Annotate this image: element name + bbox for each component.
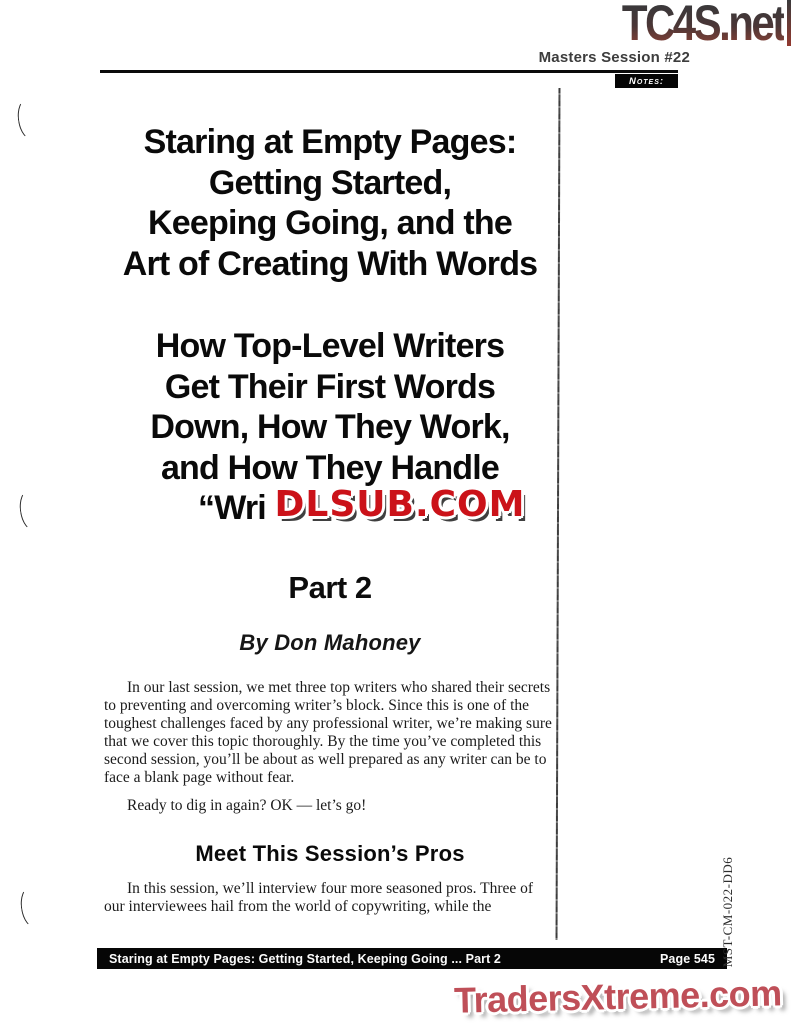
subtitle-line-4: and How They Handle <box>160 448 500 487</box>
tc4s-net-logo: TC4S.net <box>622 0 784 52</box>
main-title-line-3: Keeping Going, and the <box>148 204 512 242</box>
punch-hole-arc-bottom <box>18 885 48 930</box>
notes-header-box <box>615 74 678 88</box>
subtitle-line-5-partial: “Wri <box>198 489 266 527</box>
body-paragraph-2: Ready to dig in again? OK — let’s go! <box>127 797 367 814</box>
footer-page-number: Page 545 <box>659 951 715 966</box>
section-heading: Meet This Session’s Pros <box>195 841 465 866</box>
part-label: Part 2 <box>288 570 372 605</box>
header-horizontal-rule <box>100 70 678 73</box>
notes-label: Notes: <box>628 75 665 87</box>
tradersxtreme-logo: TradersXtreme.com <box>453 972 783 1021</box>
subtitle-line-2: Get Their First Words <box>164 367 496 406</box>
main-title <box>100 122 560 284</box>
footer-running-title: Staring at Empty Pages: Getting Started, Keeping Going ... Part 2 <box>109 951 501 966</box>
product-code-vertical: MST-CM-022-DD6 <box>720 856 735 968</box>
main-title-line-4: Art of Creating With Words <box>122 244 538 283</box>
page-edge-red-strip <box>787 0 791 46</box>
footer-bar <box>97 948 727 969</box>
main-title-line-1: Staring at Empty Pages: <box>143 123 517 161</box>
subtitle-line-3: Down, How They Work, <box>150 408 510 446</box>
masters-session-label: Masters Session #22 <box>538 49 690 66</box>
body-paragraph-1: In our last session, we met three top writers who shared their secrets to preventing and overcoming writer’s block. Since this is one of the toughest challenges faced by any professional writer, we’re making sure that we cover this topic thoroughly. By the time you’ve completed this second session, you’ll be about as well prepared as any writer can be to face a blank page without fear. <box>104 679 552 786</box>
punch-hole-arc-middle <box>17 488 47 533</box>
dlsub-watermark: DLSUB.COM <box>274 484 526 525</box>
main-title-line-2: Getting Started, <box>208 163 452 202</box>
body-paragraph-3: In this session, we’ll interview four more seasoned pros. Three of our interviewees hail from the world of copywriting, while the <box>104 880 534 915</box>
subtitle-line-1: How Top-Level Writers <box>155 327 505 365</box>
author-byline: By Don Mahoney <box>239 630 421 655</box>
punch-hole-arc-top <box>15 97 45 142</box>
